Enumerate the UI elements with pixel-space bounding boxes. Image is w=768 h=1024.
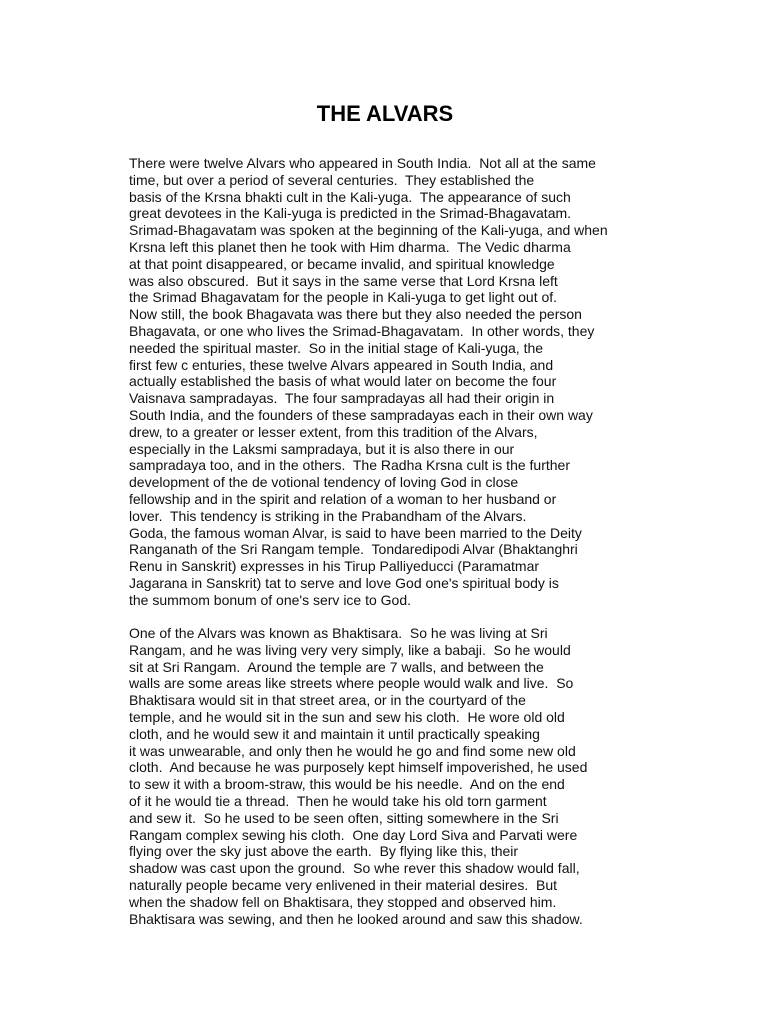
text-line: Bhaktisara was sewing, and then he looked around and saw this shadow. [129, 910, 583, 927]
text-line: Srimad-Bhagavatam was spoken at the beginning of the Kali-yuga, and when [129, 222, 608, 239]
text-line: the Srimad Bhagavatam for the people in Kali-yuga to get light out of. [129, 289, 558, 306]
text-line: when the shadow fell on Bhaktisara, they stopped and observed him. [129, 893, 557, 910]
text-line: Krsna left this planet then he took with Him dharma. The Vedic dharma [129, 238, 571, 255]
text-line: it was unwearable, and only then he would he go and find some new old [129, 742, 576, 759]
text-line: especially in the Laksmi sampradaya, but it is also there in our [129, 440, 515, 457]
text-line: development of the de votional tendency of loving God in close [129, 474, 519, 491]
text-line: Rangam, and he was living very very simply, like a babaji. So he would [129, 641, 571, 658]
text-line: fellowship and in the spirit and relation of a woman to her husband or [129, 490, 557, 507]
text-line: Renu in Sanskrit) expresses in his Tirup Palliyeducci (Paramatmar [129, 558, 540, 575]
text-line: great devotees in the Kali-yuga is predicted in the Srimad-Bhagavatam. [129, 205, 572, 222]
document-title: THE ALVARS [316, 101, 454, 126]
text-line: was also obscured. But it says in the same verse that Lord Krsna left [129, 272, 558, 289]
text-line: and sew it. So he used to be seen often, sitting somewhere in the Sri [129, 809, 559, 826]
text-line: Ranganath of the Sri Rangam temple. Tondaredipodi Alvar (Bhaktanghri [129, 541, 578, 558]
text-line: time, but over a period of several centuries. They established the [129, 171, 535, 188]
text-line: Vaisnava sampradayas. The four sampradayas all had their origin in [129, 390, 555, 407]
text-line: One of the Alvars was known as Bhaktisara. So he was living at Sri [129, 625, 548, 641]
text-line: Goda, the famous woman Alvar, is said to have been married to the Deity [129, 524, 582, 541]
text-line: drew, to a greater or lesser extent, from this tradition of the Alvars, [129, 423, 538, 440]
text-line: sit at Sri Rangam. Around the temple are 7 walls, and between the [129, 658, 544, 675]
text-line: at that point disappeared, or became invalid, and spiritual knowledge [129, 255, 555, 272]
text-line: flying over the sky just above the earth. By flying like this, their [129, 843, 519, 860]
text-line: shadow was cast upon the ground. So whe rever this shadow would fall, [129, 860, 580, 877]
text-line: cloth. And because he was purposely kept himself impoverished, he used [129, 759, 588, 776]
text-line: walls are some areas like streets where people would walk and live. So [129, 675, 574, 692]
text-line: cloth, and he would sew it and maintain it until practically speaking [129, 725, 540, 742]
text-line: lover. This tendency is striking in the Prabandham of the Alvars. [129, 507, 527, 524]
text-line: Jagarana in Sanskrit) tat to serve and love God one's spiritual body is [129, 574, 559, 591]
paragraph-2 [129, 625, 587, 927]
text-line: temple, and he would sit in the sun and sew his cloth. He wore old old [129, 708, 565, 725]
text-line: naturally people became very enlivened in their material desires. But [129, 876, 558, 893]
text-line: to sew it with a broom-straw, this would be his needle. And on the end [129, 776, 565, 793]
text-line: Bhagavata, or one who lives the Srimad-Bhagavatam. In other words, they [129, 322, 595, 339]
text-line: first few c enturies, these twelve Alvars appeared in South India, and [129, 356, 554, 373]
paragraph-1 [129, 155, 608, 609]
text-line: of it he would tie a thread. Then he would take his old torn garment [129, 792, 547, 809]
text-line: needed the spiritual master. So in the initial stage of Kali-yuga, the [129, 339, 544, 356]
text-line: Rangam complex sewing his cloth. One day Lord Siva and Parvati were [129, 826, 578, 843]
text-line: Bhaktisara would sit in that street area, or in the courtyard of the [129, 692, 526, 709]
text-line: South India, and the founders of these sampradayas each in their own way [129, 406, 593, 423]
text-line: sampradaya too, and in the others. The Radha Krsna cult is the further [129, 457, 570, 474]
text-line: actually established the basis of what would later on become the four [129, 373, 557, 390]
text-line: the summom bonum of one's serv ice to God. [129, 591, 412, 608]
text-line: There were twelve Alvars who appeared in South India. Not all at the same [129, 155, 596, 171]
text-line: basis of the Krsna bhakti cult in the Kali-yuga. The appearance of such [129, 188, 571, 205]
text-line: Now still, the book Bhagavata was there but they also needed the person [129, 306, 582, 323]
